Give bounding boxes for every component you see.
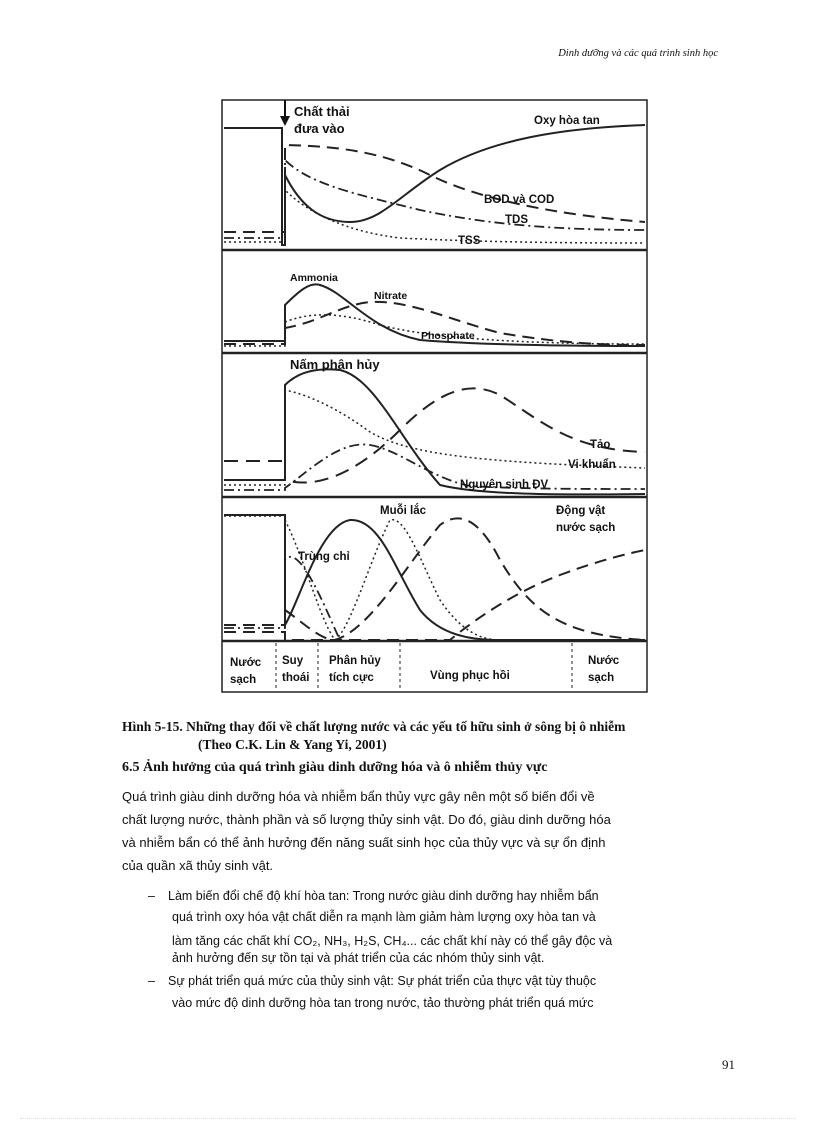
tds-label: TDS [505, 214, 528, 226]
zone-clean1-2: sạch [230, 674, 257, 686]
bullet-line: vào mức độ dinh dưỡng hòa tan trong nước, tảo thường phát triển quá mức [172, 996, 594, 1010]
input-label-2: đưa vào [294, 121, 345, 136]
fungi-curve [224, 369, 645, 494]
bullet-line: ảnh hưởng đến sự tồn tại và phát triển của các nhóm thủy sinh vật. [172, 951, 545, 965]
tss-curve [224, 190, 645, 243]
fungi-label: Nấm phân hủy [290, 357, 380, 372]
bullet-dash: – [148, 889, 155, 903]
bullet-dash: – [148, 974, 155, 988]
bod-label: BOD và COD [484, 194, 555, 206]
bod-cod-curve [224, 145, 645, 232]
zone-clean2-1: Nước [588, 655, 620, 667]
figure-source: (Theo C.K. Lin & Yang Yi, 2001) [198, 737, 387, 752]
nitrate-label: Nitrate [374, 290, 408, 302]
body-paragraph [122, 785, 682, 877]
zone-degrade-2: thoái [282, 672, 310, 684]
footer-divider [20, 1118, 796, 1119]
zone-recovery: Vùng phục hồi [430, 670, 510, 682]
section-title: 6.5 Ảnh hưởng của quá trình giàu dinh dưỡng hóa và ô nhiễm thủy vực [122, 760, 548, 775]
algae-label: Tảo [590, 439, 611, 451]
paragraph-line: Quá trình giàu dinh dưỡng hóa và nhiễm bẩn thủy vực gây nên một số biến đổi về [122, 789, 595, 804]
paragraph-line: của quần xã thủy sinh vật. [122, 858, 274, 873]
mosquito-curve [224, 516, 500, 640]
fauna-label-2: nước sạch [556, 522, 616, 534]
arrow-head-icon [280, 116, 290, 126]
bullet-line: Làm biến đổi chế độ khí hòa tan: Trong nước giàu dinh dưỡng hay nhiễm bẩn [168, 889, 599, 903]
bullet-line: làm tăng các chất khí CO₂, NH₃, H₂S, CH₄... các chất khí này có thể gây độc và [172, 934, 613, 948]
do-label: Oxy hòa tan [534, 115, 600, 127]
dissolved-oxygen-curve [224, 125, 645, 245]
fauna-label-1: Động vật [556, 505, 606, 517]
bullet-line: quá trình oxy hóa vật chất diễn ra mạnh làm giảm hàm lượng oxy hòa tan và [172, 910, 596, 924]
worm-label: Trùng chỉ [298, 551, 350, 563]
paragraph-line: và nhiễm bẩn có thể ảnh hưởng đến năng suất sinh học của thủy vực và sự ổn định [122, 835, 606, 850]
zone-clean2-2: sạch [588, 672, 615, 684]
tss-label: TSS [458, 235, 481, 247]
ammonia-label: Ammonia [290, 272, 338, 284]
zone-degrade-1: Suy [282, 655, 304, 667]
figure-caption: Hình 5-15. Những thay đổi về chất lượng nước và các yếu tố hữu sinh ở sông bị ô nhiễm [122, 719, 626, 734]
protozoa-label: Nguyên sinh ĐV [460, 479, 549, 491]
paragraph-line: chất lượng nước, thành phần và số lượng thủy sinh vật. Do đó, giàu dinh dưỡng hóa [122, 812, 611, 827]
zone-clean1-1: Nước [230, 657, 262, 669]
bullet-line: Sự phát triển quá mức của thủy sinh vật: Sự phát triển của thực vật tùy thuộc [168, 974, 597, 988]
mosquito-label: Muỗi lắc [380, 505, 427, 517]
clean-fauna-curve [224, 550, 645, 640]
input-label-1: Chất thải [294, 104, 350, 119]
zone-active-1: Phân hủy [329, 655, 381, 667]
zone-active-2: tích cực [329, 672, 374, 684]
bacteria-label: Vi khuẩn [568, 459, 616, 471]
page-number: 91 [722, 1057, 735, 1072]
tds-curve [224, 160, 645, 238]
phosphate-label: Phosphate [421, 330, 475, 342]
running-header: Dinh dưỡng và các quá trình sinh học [558, 48, 718, 59]
degrade-curve [224, 557, 340, 640]
